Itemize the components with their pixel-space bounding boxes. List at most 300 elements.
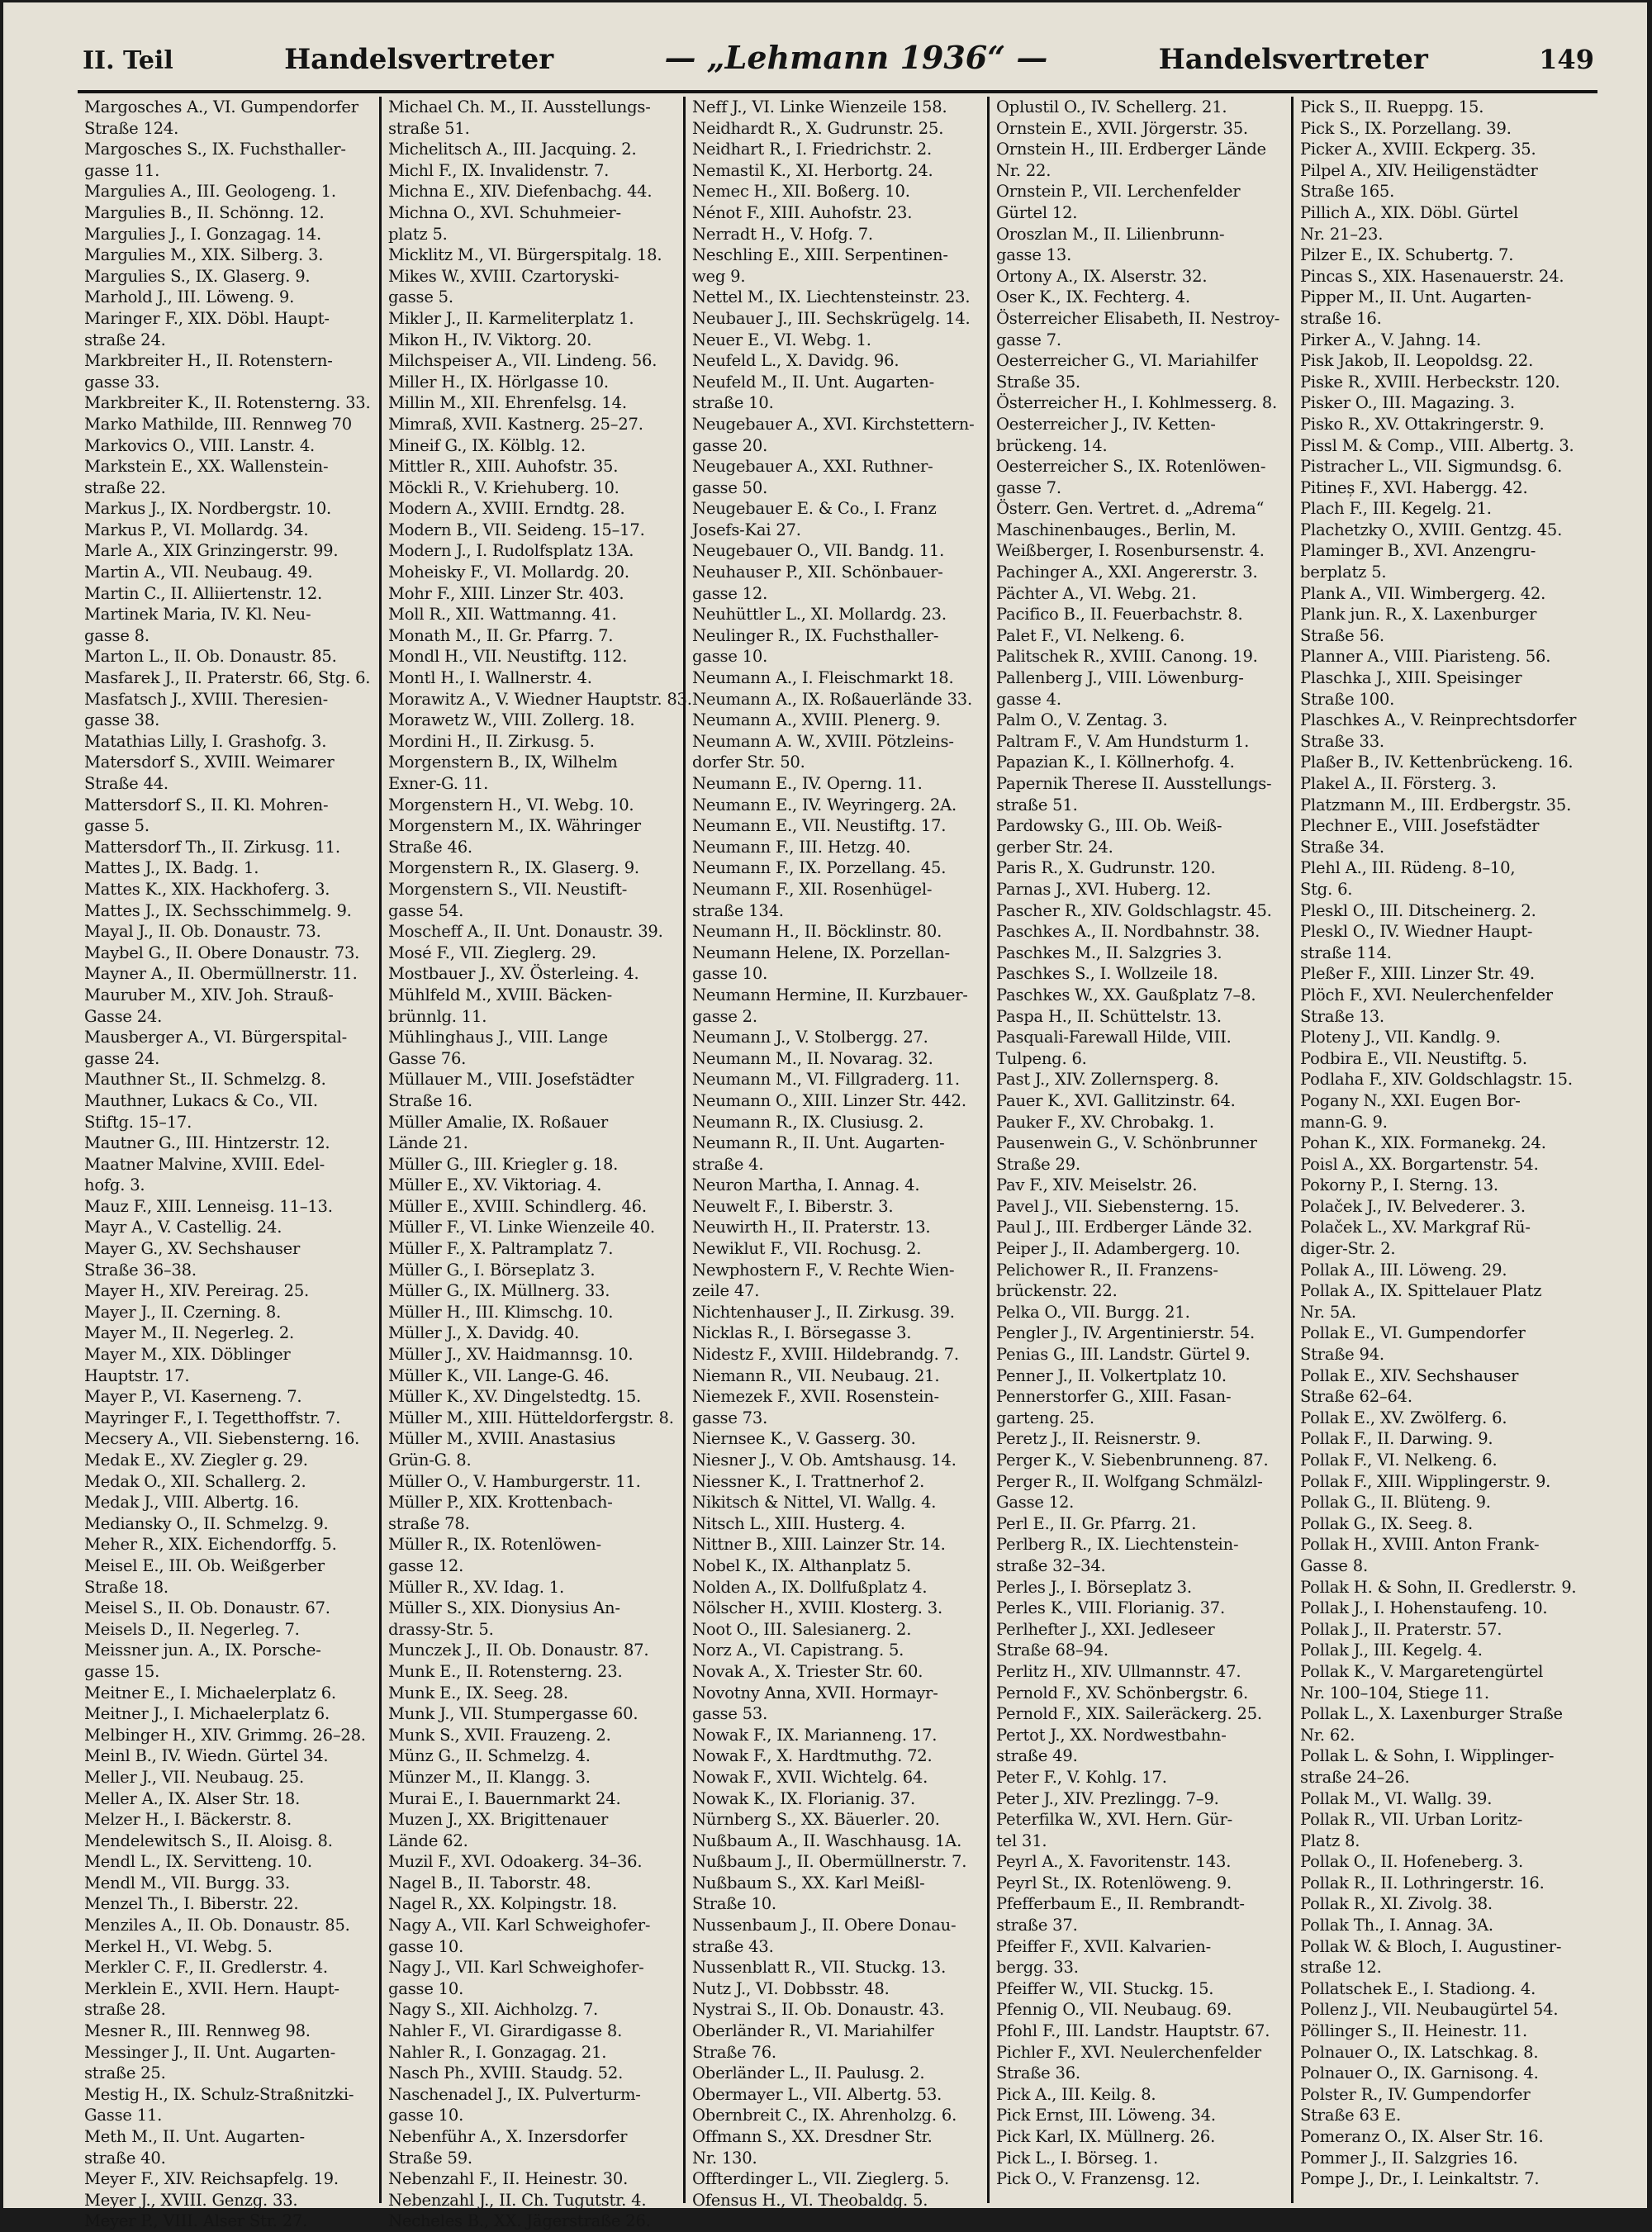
directory-entry-line: Tulpeng. 6.: [996, 1048, 1087, 1068]
directory-entry-line: Mikon H., IV. Viktorg. 20.: [388, 330, 592, 349]
directory-entry-line: Nemec H., XII. Boßerg. 10.: [692, 182, 910, 202]
directory-entry-line: Mayner A., II. Obermüllnerstr. 11.: [84, 964, 358, 984]
directory-entry-line: Perlitz H., XIV. Ullmannstr. 47.: [996, 1661, 1241, 1681]
directory-entry-line: Müller J., XV. Haidmannsg. 10.: [388, 1345, 634, 1365]
directory-entry-line: Neumann A., XVIII. Plenerg. 9.: [692, 710, 941, 730]
directory-entry-line: Pollak M., VI. Wallg. 39.: [1300, 1788, 1493, 1808]
directory-entry-line: Marhold J., III. Löweng. 9.: [84, 287, 295, 307]
directory-entry-line: Müller H., III. Klimschg. 10.: [388, 1302, 614, 1322]
directory-entry-line: Gasse 12.: [996, 1493, 1075, 1513]
directory-entry-line: Perlhefter J., XXI. Jedleseer: [996, 1619, 1215, 1639]
directory-entry-line: Ploteny J., VII. Kandlg. 9.: [1300, 1028, 1501, 1047]
directory-entry-line: Paul J., III. Erdberger Lände 32.: [996, 1218, 1252, 1237]
directory-entry-line: Nebenzahl J., II. Ch. Tugutstr. 4.: [388, 2190, 647, 2210]
directory-entry-line: Müller S., XIX. Dionysius An-: [388, 1598, 620, 1618]
directory-entry-line: Straße 100.: [1300, 689, 1395, 709]
directory-entry-line: Morawitz A., V. Wiedner Hauptstr. 83.: [388, 689, 692, 709]
directory-entry-line: Pick A., III. Keilg. 8.: [996, 2084, 1156, 2104]
directory-entry-line: Marle A., XIX Grinzingerstr. 99.: [84, 541, 339, 561]
directory-entry-line: Pauer K., XVI. Gallitzinstr. 64.: [996, 1090, 1236, 1110]
directory-entry-line: Nicklas R., I. Börsegasse 3.: [692, 1323, 912, 1343]
directory-entry-line: Pollak J., II. Praterstr. 57.: [1300, 1619, 1502, 1639]
directory-entry-line: Oberländer R., VI. Mariahilfer: [692, 2021, 934, 2041]
directory-entry-line: Michna E., XIV. Diefenbachg. 44.: [388, 182, 653, 202]
directory-entry-line: Nénot F., XIII. Auhofstr. 23.: [692, 202, 913, 222]
directory-entry-line: Past J., XIV. Zollernsperg. 8.: [996, 1070, 1219, 1090]
directory-entry-line: Straße 36–38.: [84, 1260, 197, 1280]
directory-entry-line: Maschinenbauges., Berlin, M.: [996, 520, 1237, 539]
directory-entry-line: Pick L., I. Börseg. 1.: [996, 2148, 1158, 2168]
directory-entry-line: Müller M., XVIII. Anastasius: [388, 1429, 616, 1449]
directory-entry-line: Neumann M., VI. Fillgraderg. 11.: [692, 1070, 960, 1090]
directory-entry-line: Gasse 11.: [84, 2106, 163, 2125]
directory-entry-line: Nasch Ph., XVIII. Staudg. 52.: [388, 2063, 624, 2083]
directory-entry-line: Pächter A., VI. Webg. 21.: [996, 583, 1197, 603]
directory-entry-line: Mayer G., XV. Sechshauser: [84, 1239, 301, 1259]
directory-entry-line: straße 24.: [84, 330, 166, 349]
directory-entry-line: Pfefferbaum E., II. Rembrandt-: [996, 1894, 1245, 1914]
directory-entry-line: Nr. 21–23.: [1300, 224, 1384, 244]
directory-entry-line: Neuwelt F., I. Biberstr. 3.: [692, 1196, 894, 1216]
directory-entry-line: gasse 7.: [996, 330, 1061, 349]
directory-entry-line: garteng. 25.: [996, 1408, 1094, 1427]
directory-entry-line: Papernik Therese II. Ausstellungs-: [996, 774, 1272, 793]
directory-entry-line: gasse 10.: [388, 2106, 464, 2125]
directory-entry-line: gasse 4.: [996, 689, 1061, 709]
directory-entry-line: Neschling E., XIII. Serpentinen-: [692, 245, 948, 265]
directory-entry-line: Oesterreicher G., VI. Mariahilfer: [996, 351, 1258, 371]
directory-entry-line: Nr. 100–104, Stiege 11.: [1300, 1683, 1489, 1702]
directory-entry-line: Oberländer L., II. Paulusg. 2.: [692, 2063, 925, 2083]
directory-entry-line: Perles K., VIII. Florianig. 37.: [996, 1598, 1226, 1618]
directory-entry-line: Müller G., III. Kriegler g. 18.: [388, 1154, 619, 1174]
directory-entry-line: straße 32–34.: [996, 1555, 1106, 1575]
directory-entry-line: Mondl H., VII. Neustiftg. 112.: [388, 647, 628, 667]
directory-entry-line: straße 40.: [84, 2148, 166, 2168]
directory-entry-line: brünnlg. 11.: [388, 1006, 487, 1026]
directory-entry-line: Miller H., IX. Hörlgasse 10.: [388, 372, 609, 392]
directory-entry-line: Pallenberg J., VIII. Löwenburg-: [996, 668, 1244, 688]
directory-entry-line: Nebenzahl F., II. Heinestr. 30.: [388, 2169, 629, 2189]
directory-entry-line: Pirker A., V. Jahng. 14.: [1300, 330, 1481, 349]
directory-columns: [78, 97, 1597, 2231]
directory-entry-line: Neidhardt R., X. Gudrunstr. 25.: [692, 118, 944, 138]
directory-entry-line: gasse 11.: [84, 160, 160, 180]
directory-entry-line: Podbira E., VII. Neustiftg. 5.: [1300, 1048, 1527, 1068]
directory-entry-line: Plaschkes A., V. Reinprechtsdorfer: [1300, 710, 1577, 730]
directory-entry-line: Mattersdorf Th., II. Zirkusg. 11.: [84, 837, 340, 857]
directory-entry-line: Margulies M., XIX. Silberg. 3.: [84, 245, 324, 265]
directory-entry-line: Straße 36.: [996, 2063, 1080, 2083]
directory-entry-line: Österr. Gen. Vertret. d. „Adrema“: [996, 499, 1265, 519]
directory-entry-line: zeile 47.: [692, 1281, 760, 1301]
directory-entry-line: Nr. 22.: [996, 160, 1051, 180]
directory-entry-line: Norz A., VI. Capistrang. 5.: [692, 1641, 904, 1660]
directory-entry-line: Stg. 6.: [1300, 879, 1353, 899]
directory-entry-line: Paris R., X. Gudrunstr. 120.: [996, 858, 1216, 878]
directory-entry-line: Naschenadel J., IX. Pulverturm-: [388, 2084, 641, 2104]
directory-entry-line: Peterfilka W., XVI. Hern. Gür-: [996, 1810, 1232, 1830]
directory-entry-line: Straße 33.: [1300, 731, 1384, 751]
directory-entry-line: Nolden A., IX. Dollfußplatz 4.: [692, 1577, 928, 1597]
directory-entry-line: straße 25.: [84, 2063, 166, 2083]
directory-entry-line: Paltram F., V. Am Hundsturm 1.: [996, 731, 1250, 751]
directory-entry-line: Nebenführ A., X. Inzersdorfer: [388, 2127, 628, 2146]
directory-entry-line: Milchspeiser A., VII. Lindeng. 56.: [388, 351, 657, 371]
directory-entry-line: Modern B., VII. Seideng. 15–17.: [388, 520, 645, 539]
directory-entry-line: Mineif G., IX. Kölblg. 12.: [388, 435, 586, 455]
directory-entry-line: Straße 63 E.: [1300, 2106, 1401, 2125]
directory-entry-line: Obermayer L., VII. Albertg. 53.: [692, 2084, 942, 2104]
directory-entry-line: Peretz J., II. Reisnerstr. 9.: [996, 1429, 1201, 1449]
directory-entry-line: Pick Karl, IX. Müllnerg. 26.: [996, 2127, 1216, 2146]
directory-entry-line: Neufeld L., X. Davidg. 96.: [692, 351, 900, 371]
directory-entry-line: Lände 21.: [388, 1133, 468, 1153]
directory-entry-line: Paspa H., II. Schüttelstr. 13.: [996, 1006, 1222, 1026]
directory-entry-line: Novotny Anna, XVII. Hormayr-: [692, 1683, 938, 1702]
directory-entry-line: Meisels D., II. Negerleg. 7.: [84, 1619, 300, 1639]
directory-entry-line: Moheisky F., VI. Mollardg. 20.: [388, 563, 629, 582]
directory-entry-line: Nussenbaum J., II. Obere Donau-: [692, 1916, 957, 1935]
directory-entry-line: Pollak F., II. Darwing. 9.: [1300, 1429, 1493, 1449]
directory-entry-line: weg 9.: [692, 266, 746, 286]
directory-entry-line: Nr. 130.: [692, 2148, 757, 2168]
directory-entry-line: Michael Ch. M., II. Ausstellungs-: [388, 97, 651, 116]
directory-entry-line: Pleskl O., III. Ditscheinerg. 2.: [1300, 900, 1536, 920]
directory-entry-line: Morgenstern B., IX, Wilhelm: [388, 753, 618, 772]
directory-entry-line: Menzel Th., I. Biberstr. 22.: [84, 1894, 299, 1914]
directory-entry-line: straße 51.: [996, 795, 1078, 814]
directory-entry-line: Pengler J., IV. Argentinierstr. 54.: [996, 1323, 1255, 1343]
directory-entry-line: Peter F., V. Kohlg. 17.: [996, 1767, 1167, 1787]
directory-entry-line: Mestig H., IX. Schulz-Straßnitzki-: [84, 2084, 354, 2104]
directory-entry-line: Neumann A., I. Fleischmarkt 18.: [692, 668, 954, 688]
directory-entry-line: Neumann J., V. Stolbergg. 27.: [692, 1028, 928, 1047]
directory-entry-line: Medak J., VIII. Albertg. 16.: [84, 1493, 299, 1513]
directory-entry-line: Oser K., IX. Fechterg. 4.: [996, 287, 1190, 307]
directory-entry-line: Pertot J., XX. Nordwestbahn-: [996, 1725, 1227, 1745]
directory-entry-line: Meth M., II. Unt. Augarten-: [84, 2127, 305, 2146]
directory-entry-line: Offmann S., XX. Dresdner Str.: [692, 2127, 933, 2146]
directory-entry-line: Mattersdorf S., II. Kl. Mohren-: [84, 795, 329, 814]
directory-entry-line: Pollak R., II. Lothringerstr. 16.: [1300, 1873, 1545, 1892]
directory-entry-line: Oesterreicher J., IV. Ketten-: [996, 414, 1216, 434]
directory-entry-line: Straße 94.: [1300, 1345, 1384, 1365]
directory-entry-line: tel 31.: [996, 1831, 1047, 1850]
directory-entry-line: Neugebauer A., XVI. Kirchstettern-: [692, 414, 975, 434]
directory-entry-line: Mendl M., VII. Burgg. 33.: [84, 1873, 291, 1892]
directory-entry-line: gasse 10.: [388, 1978, 464, 1998]
directory-entry-line: Necheles B., XX. Jägerstraße 26.: [388, 2211, 651, 2231]
directory-entry-line: Masfatsch J., XVIII. Theresien-: [84, 689, 329, 709]
directory-entry-line: Platzmann M., III. Erdbergstr. 35.: [1300, 795, 1572, 814]
directory-entry-line: Michl F., IX. Invalidenstr. 7.: [388, 160, 610, 180]
directory-entry-line: Pollak A., III. Löweng. 29.: [1300, 1260, 1507, 1280]
directory-entry-line: Picker A., XVIII. Eckperg. 35.: [1300, 140, 1536, 159]
directory-entry-line: Mayer M., XIX. Döblinger: [84, 1345, 291, 1365]
directory-entry-line: Neumann R., II. Unt. Augarten-: [692, 1133, 945, 1153]
directory-entry-line: Morgenstern S., VII. Neustift-: [388, 879, 628, 899]
directory-entry-line: Nerradt H., V. Hofg. 7.: [692, 224, 873, 244]
directory-entry-line: straße 78.: [388, 1513, 470, 1533]
directory-entry-line: Plachetzky O., XVIII. Gentzg. 45.: [1300, 520, 1563, 539]
directory-entry-line: Neufeld M., II. Unt. Augarten-: [692, 372, 935, 392]
directory-entry-line: Ornstein P., VII. Lerchenfelder: [996, 182, 1241, 202]
directory-entry-line: Margulies B., II. Schönng. 12.: [84, 202, 325, 222]
directory-entry-line: Newiklut F., VII. Rochusg. 2.: [692, 1239, 922, 1259]
directory-entry-line: Neuron Martha, I. Annag. 4.: [692, 1175, 920, 1195]
directory-entry-line: Pollak L., X. Laxenburger Straße: [1300, 1704, 1563, 1724]
directory-entry-line: Straße 10.: [692, 1894, 776, 1914]
directory-entry-line: straße 24–26.: [1300, 1767, 1410, 1787]
directory-entry-line: Niesner J., V. Ob. Amtshausg. 14.: [692, 1451, 957, 1470]
directory-entry-line: Straße 34.: [1300, 837, 1384, 857]
directory-entry-line: gasse 38.: [84, 710, 160, 730]
directory-entry-line: Neubauer J., III. Sechskrügelg. 14.: [692, 308, 971, 328]
directory-entry-line: Pompe J., Dr., I. Leinkaltstr. 7.: [1300, 2169, 1540, 2189]
directory-entry-line: Müller F., X. Paltramplatz 7.: [388, 1239, 614, 1259]
directory-entry-line: Pichler F., XVI. Neulerchenfelder: [996, 2042, 1261, 2062]
directory-entry-line: gasse 8.: [84, 625, 150, 645]
directory-entry-line: Niemann R., VII. Neubaug. 21.: [692, 1365, 940, 1385]
directory-entry-line: Meyer J., XVIII. Genzg. 33.: [84, 2190, 298, 2210]
header-section-right: Handelsvertreter: [1158, 43, 1428, 76]
directory-entry-line: Nystrai S., II. Ob. Donaustr. 43.: [692, 2000, 945, 2020]
directory-entry-line: Pollak E., VI. Gumpendorfer: [1300, 1323, 1526, 1343]
directory-entry-line: Pollak W. & Bloch, I. Augustiner-: [1300, 1936, 1562, 1956]
directory-entry-line: Perger R., II. Wolfgang Schmälzl-: [996, 1471, 1263, 1491]
directory-entry-line: Ortony A., IX. Alserstr. 32.: [996, 266, 1208, 286]
directory-entry-line: Morawetz W., VIII. Zollerg. 18.: [388, 710, 635, 730]
directory-entry-line: Pernold F., XV. Schönbergstr. 6.: [996, 1683, 1248, 1702]
directory-entry-line: Pauker F., XV. Chrobakg. 1.: [996, 1112, 1214, 1132]
directory-entry-line: Pollak F., VI. Nelkeng. 6.: [1300, 1451, 1498, 1470]
directory-entry-line: Österreicher Elisabeth, II. Nestroy-: [996, 308, 1280, 328]
directory-entry-line: Mayr A., V. Castellig. 24.: [84, 1218, 282, 1237]
directory-entry-line: Nr. 62.: [1300, 1725, 1355, 1745]
directory-entry-line: Pollak E., XIV. Sechshauser: [1300, 1365, 1519, 1385]
directory-entry-line: Nobel K., IX. Althanplatz 5.: [692, 1555, 911, 1575]
directory-entry-line: Melzer H., I. Bäckerstr. 8.: [84, 1810, 292, 1830]
directory-entry-line: Papazian K., I. Köllnerhofg. 4.: [996, 753, 1235, 772]
directory-entry-line: Müller E., XVIII. Schindlerg. 46.: [388, 1196, 647, 1216]
directory-entry-line: Perlberg R., IX. Liechtenstein-: [996, 1535, 1239, 1555]
directory-entry-line: Micklitz M., VI. Bürgerspitalg. 18.: [388, 245, 662, 265]
directory-entry-line: straße 43.: [692, 1936, 774, 1956]
directory-entry-line: Pollak J., III. Kegelg. 4.: [1300, 1641, 1483, 1660]
directory-entry-line: Neumann R., IX. Clusiusg. 2.: [692, 1112, 924, 1132]
directory-entry-line: Peiper J., II. Adambergerg. 10.: [996, 1239, 1241, 1259]
directory-entry-line: Mauthner St., II. Schmelzg. 8.: [84, 1070, 326, 1090]
directory-entry-line: straße 10.: [692, 393, 774, 413]
directory-entry-line: Neulinger R., IX. Fuchsthaller-: [692, 625, 939, 645]
directory-entry-line: straße 114.: [1300, 943, 1392, 962]
directory-entry-line: Michna O., XVI. Schuhmeier-: [388, 202, 621, 222]
directory-entry-line: Weißberger, I. Rosenbursenstr. 4.: [996, 541, 1265, 561]
directory-entry-line: Plöch F., XVI. Neulerchenfelder: [1300, 985, 1553, 1004]
directory-entry-line: drassy-Str. 5.: [388, 1619, 494, 1639]
directory-entry-line: Michelitsch A., III. Jacquing. 2.: [388, 140, 637, 159]
directory-entry-line: Nürnberg S., XX. Bäuerlег. 20.: [692, 1810, 940, 1830]
directory-entry-line: Pollak F., XIII. Wipplingerstr. 9.: [1300, 1471, 1551, 1491]
directory-entry-line: Peyrl St., IX. Rotenlöweng. 9.: [996, 1873, 1232, 1892]
directory-entry-line: Nichtenhauser J., II. Zirkusg. 39.: [692, 1302, 955, 1322]
directory-entry-line: Pincas S., XIX. Hasenauerstr. 24.: [1300, 266, 1564, 286]
directory-entry-line: Polnauer O., IX. Latschkag. 8.: [1300, 2042, 1539, 2062]
directory-entry-line: Pollak G., IX. Seeg. 8.: [1300, 1513, 1473, 1533]
directory-entry-line: diger-Str. 2.: [1300, 1239, 1396, 1259]
directory-entry-line: Nemastil K., XI. Herbortg. 24.: [692, 160, 933, 180]
directory-entry-line: straße 134.: [692, 900, 784, 920]
directory-entry-line: Neumann Hermine, II. Kurzbauer-: [692, 985, 968, 1004]
directory-entry-line: gasse 15.: [84, 1661, 160, 1681]
directory-entry-line: Modern J., I. Rudolfsplatz 13A.: [388, 541, 634, 561]
directory-entry-line: Straße 68–94.: [996, 1641, 1108, 1660]
directory-entry-line: Müller O., V. Hamburgerstr. 11.: [388, 1471, 641, 1491]
directory-entry-line: Montl H., I. Wallnerstr. 4.: [388, 668, 592, 688]
directory-entry-line: Hauptstr. 17.: [84, 1365, 190, 1385]
directory-entry-line: Mayringer F., I. Tegetthoffstr. 7.: [84, 1408, 341, 1427]
directory-entry-line: Meitner E., I. Michaelerplatz 6.: [84, 1683, 336, 1702]
header-rule: [78, 90, 1597, 93]
directory-entry-line: Pistracher L., VII. Sigmundsg. 6.: [1300, 457, 1563, 477]
directory-entry-line: Pick S., II. Rueppg. 15.: [1300, 97, 1484, 116]
directory-entry-line: Pollak A., IX. Spittelauer Platz: [1300, 1281, 1542, 1301]
directory-entry-line: Menziles A., II. Ob. Donaustr. 85.: [84, 1916, 350, 1935]
directory-entry-line: Meissner jun. A., IX. Porsche-: [84, 1641, 321, 1660]
directory-entry-line: Mühlfeld M., XVIII. Bäcken-: [388, 985, 613, 1004]
directory-column-3: [686, 97, 990, 2210]
directory-entry-line: Neumann A., IX. Roßauerlände 33.: [692, 689, 973, 709]
directory-entry-line: straße 37.: [996, 1916, 1078, 1935]
directory-entry-line: Nußbaum S., XX. Karl Meißl-: [692, 1873, 925, 1892]
directory-entry-line: Ornstein H., III. Erdberger Lände: [996, 140, 1266, 159]
directory-entry-line: Nikitsch & Nittel, VI. Wallg. 4.: [692, 1493, 937, 1513]
directory-entry-line: Meinl B., IV. Wiedn. Gürtel 34.: [84, 1746, 329, 1766]
directory-entry-line: Straße 29.: [996, 1154, 1080, 1174]
directory-entry-line: Newphostern F., V. Rechte Wien-: [692, 1260, 955, 1280]
directory-entry-line: straße 28.: [84, 2000, 166, 2020]
directory-entry-line: Noot O., III. Salesianerg. 2.: [692, 1619, 912, 1639]
directory-entry-line: Neugebauer E. & Co., I. Franz: [692, 499, 937, 519]
directory-entry-line: Neumann F., XII. Rosenhügel-: [692, 879, 933, 899]
directory-entry-line: Perles J., I. Börseplatz 3.: [996, 1577, 1192, 1597]
directory-entry-line: bergg. 33.: [996, 1958, 1079, 1978]
directory-entry-line: gasse 12.: [692, 583, 768, 603]
directory-entry-line: Gasse 76.: [388, 1048, 467, 1068]
directory-entry-line: Nussenblatt R., VII. Stuckg. 13.: [692, 1958, 947, 1978]
directory-entry-line: Meyer P., VIII. Alser Str. 27.: [84, 2211, 308, 2231]
directory-entry-line: Martin C., II. Alliiertenstr. 12.: [84, 583, 323, 603]
directory-entry-line: Exner-G. 11.: [388, 774, 489, 793]
directory-entry-line: Meller A., IX. Alser Str. 18.: [84, 1788, 301, 1808]
directory-entry-line: gasse 10.: [692, 647, 768, 667]
directory-entry-line: Neumann F., IX. Porzellang. 45.: [692, 858, 947, 878]
directory-entry-line: Straße 62–64.: [1300, 1387, 1412, 1407]
directory-entry-line: Pisker O., III. Magazing. 3.: [1300, 393, 1515, 413]
directory-entry-line: Podlaha F., XIV. Goldschlagstr. 15.: [1300, 1070, 1573, 1090]
directory-entry-line: Neff J., VI. Linke Wienzeile 158.: [692, 97, 947, 116]
directory-entry-line: Straße 165.: [1300, 182, 1395, 202]
directory-entry-line: Pollak E., XV. Zwölferg. 6.: [1300, 1408, 1507, 1427]
directory-entry-line: Neumann M., II. Novarag. 32.: [692, 1048, 933, 1068]
directory-entry-line: Mayer M., II. Negerleg. 2.: [84, 1323, 295, 1343]
page-header: [83, 39, 1594, 78]
directory-entry-line: Nowak F., XVII. Wichtelg. 64.: [692, 1767, 928, 1787]
directory-entry-line: Moll R., XII. Wattmanng. 41.: [388, 605, 617, 624]
directory-entry-line: Pollak G., II. Blüteng. 9.: [1300, 1493, 1491, 1513]
directory-entry-line: straße 4.: [692, 1154, 764, 1174]
directory-entry-line: Palet F., VI. Nelkeng. 6.: [996, 625, 1185, 645]
directory-entry-line: Moscheff A., II. Unt. Donaustr. 39.: [388, 922, 663, 942]
directory-entry-line: Pleßer F., XIII. Linzer Str. 49.: [1300, 964, 1535, 984]
directory-entry-line: Meyer F., XIV. Reichsapfelg. 19.: [84, 2169, 339, 2189]
directory-entry-line: Nahler R., I. Gonzagag. 21.: [388, 2042, 607, 2062]
directory-entry-line: Munczek J., II. Ob. Donaustr. 87.: [388, 1641, 649, 1660]
directory-entry-line: Paschkes A., II. Nordbahnstr. 38.: [996, 922, 1260, 942]
directory-entry-line: Pollak K., V. Margaretengürtel: [1300, 1661, 1544, 1681]
directory-entry-line: Plaschka J., XIII. Speisinger: [1300, 668, 1522, 688]
directory-entry-line: Medak E., XV. Ziegler g. 29.: [84, 1451, 308, 1470]
directory-entry-line: Pollak Th., I. Annag. 3A.: [1300, 1916, 1493, 1935]
directory-entry-line: Pick Ernst, III. Löweng. 34.: [996, 2106, 1216, 2125]
directory-entry-line: Müller Amalie, IX. Roßauer: [388, 1112, 608, 1132]
directory-entry-line: Straße 16.: [388, 1090, 472, 1110]
directory-entry-line: gasse 10.: [692, 964, 768, 984]
directory-entry-line: Straße 56.: [1300, 625, 1384, 645]
directory-entry-line: Pöllinger S., II. Heinestr. 11.: [1300, 2021, 1528, 2041]
directory-entry-line: Margulies J., I. Gonzagag. 14.: [84, 224, 321, 244]
directory-entry-line: Müllauer M., VIII. Josefstädter: [388, 1070, 634, 1090]
directory-entry-line: Lände 62.: [388, 1831, 468, 1850]
directory-entry-line: Maybel G., II. Obere Donaustr. 73.: [84, 943, 360, 962]
directory-entry-line: Nowak F., X. Hardtmuthg. 72.: [692, 1746, 933, 1766]
directory-entry-line: Straße 124.: [84, 118, 179, 138]
directory-entry-line: Perl E., II. Gr. Pfarrg. 21.: [996, 1513, 1197, 1533]
header-part-label: II. Teil: [83, 46, 173, 75]
directory-entry-line: Mesner R., III. Rennweg 98.: [84, 2021, 311, 2041]
directory-entry-line: Merklein E., XVII. Hern. Haupt-: [84, 1978, 339, 1998]
directory-entry-line: Polaček J., IV. Belvederег. 3.: [1300, 1196, 1526, 1216]
directory-entry-line: Mühlinghaus J., VIII. Lange: [388, 1028, 608, 1047]
directory-entry-line: Pascher R., XIV. Goldschlagstr. 45.: [996, 900, 1272, 920]
directory-entry-line: Nölscher H., XVIII. Klosterg. 3.: [692, 1598, 942, 1618]
directory-entry-line: Paschkes M., II. Salzgries 3.: [996, 943, 1222, 962]
directory-entry-line: Palitschek R., XVIII. Canong. 19.: [996, 647, 1258, 667]
directory-entry-line: Straße 76.: [692, 2042, 776, 2062]
directory-entry-line: Matersdorf S., XVIII. Weimarer: [84, 753, 335, 772]
directory-entry-line: Pillich A., XIX. Döbl. Gürtel: [1300, 202, 1519, 222]
directory-entry-line: gasse 50.: [692, 477, 768, 497]
directory-entry-line: Müller K., VII. Lange-G. 46.: [388, 1365, 610, 1385]
directory-entry-line: Pausenwein G., V. Schönbrunner: [996, 1133, 1257, 1153]
directory-entry-line: Munk S., XVII. Frauzeng. 2.: [388, 1725, 611, 1745]
directory-entry-line: Nußbaum A., II. Waschhausg. 1A.: [692, 1831, 962, 1850]
directory-entry-line: Meisel S., II. Ob. Donaustr. 67.: [84, 1598, 330, 1618]
directory-entry-line: Neuhüttler L., XI. Mollardg. 23.: [692, 605, 947, 624]
directory-entry-line: Mauthner, Lukacs & Co., VII.: [84, 1090, 318, 1110]
directory-entry-line: Polaček L., XV. Markgraf Rü-: [1300, 1218, 1531, 1237]
directory-entry-line: Munk J., VII. Stumpergasse 60.: [388, 1704, 638, 1724]
directory-entry-line: Perger K., V. Siebenbrunneng. 87.: [996, 1451, 1269, 1470]
directory-entry-line: Morgenstern R., IX. Glaserg. 9.: [388, 858, 639, 878]
directory-entry-line: straße 22.: [84, 477, 166, 497]
directory-entry-line: Straße 35.: [996, 372, 1080, 392]
directory-entry-line: Stiftg. 15–17.: [84, 1112, 192, 1132]
directory-entry-line: Pollak J., I. Hohenstaufeng. 10.: [1300, 1598, 1548, 1618]
directory-entry-line: gasse 7.: [996, 477, 1061, 497]
directory-entry-line: Morgenstern H., VI. Webg. 10.: [388, 795, 634, 814]
